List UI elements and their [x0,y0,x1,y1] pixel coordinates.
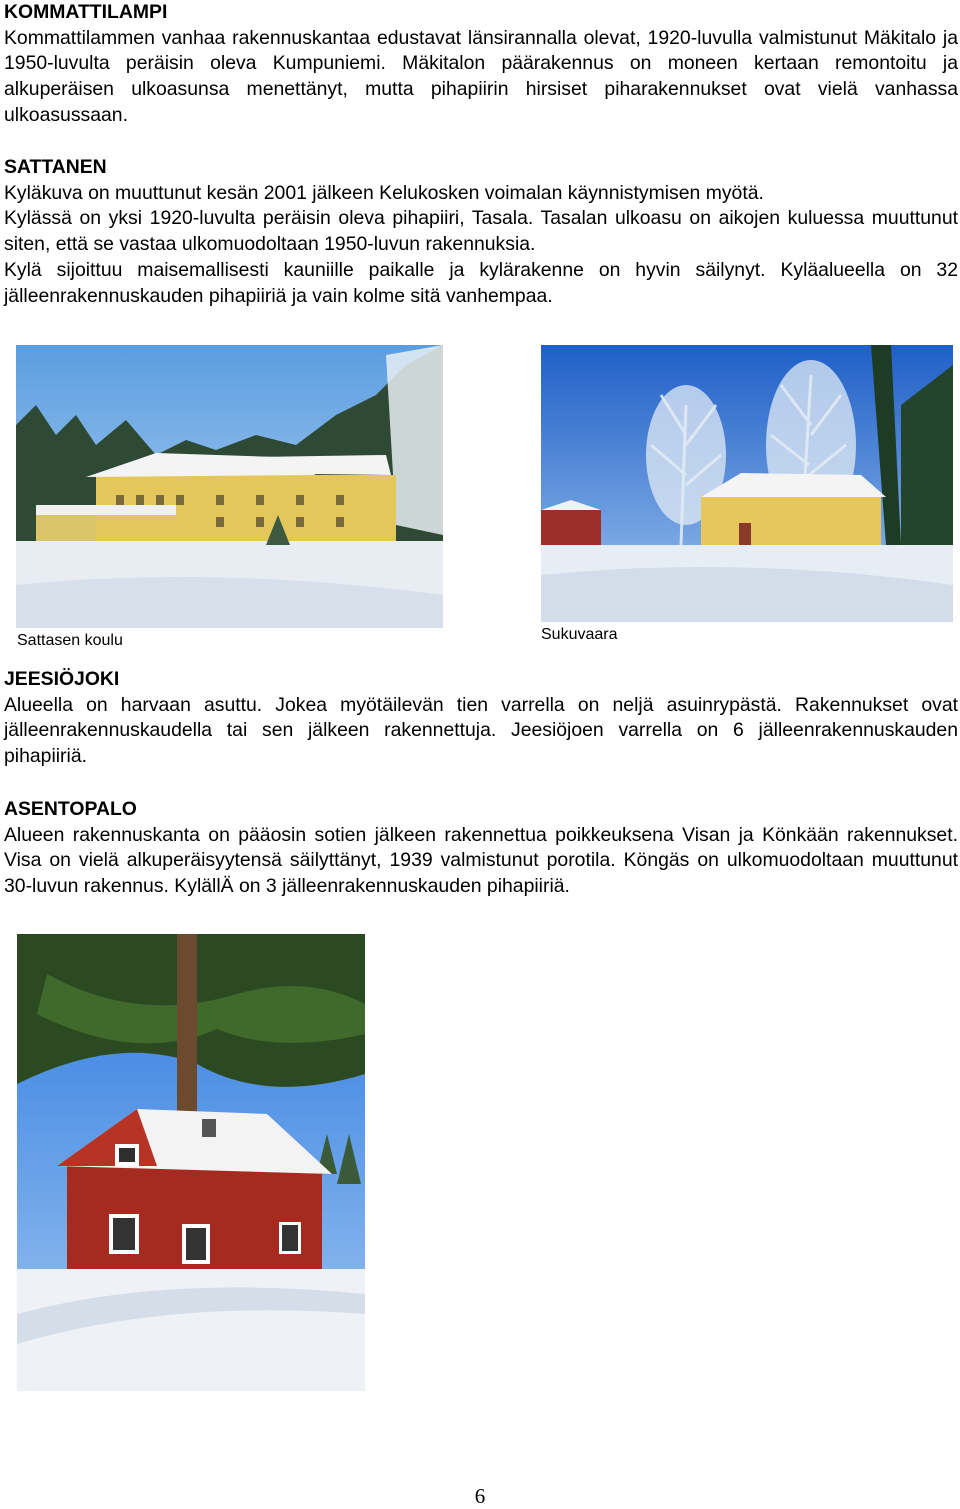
section-paragraph: Kylä sijoittuu maisemallisesti kauniille paikalle ja kylärakenne on hyvin säilynyt. Kyläalueella on 32 jälleenrakennuskauden pihapiiriä ja vain kolme sitä vanhempaa. [4,258,958,307]
section-paragraph: Kommattilammen vanhaa rakennuskantaa edustavat länsirannalla olevat, 1920-luvulla valmistunut Mäkitalo ja 1950-luvulta peräisin oleva Kumpuniemi. Mäkitalon päärakennus on moneen kertaan remontoitu ja alkuperäisen ulkoasunsa menettänyt, mutta pihapiirin hirsiset piharakennukset ovat vielä vanhassa ulkoasussaan. [4,26,958,126]
caption-sattasen-koulu: Sattasen koulu [17,632,123,649]
section-sattanen [4,155,958,309]
section-heading: KOMMATTILAMPI [4,1,168,23]
photo-red-house [17,934,365,1391]
photo-sattasen-koulu [16,345,443,628]
photo-sukuvaara [541,345,953,622]
section-heading: SATTANEN [4,156,107,178]
page-number: 6 [474,1484,486,1508]
section-paragraph: Alueella on harvaan asuttu. Jokea myötäilevän tien varrella on neljä asuinrypästä. Rakennukset ovat jälleenrakennuskaudella tai sen jälkeen rakennettuja. Jeesiöjoen varrella on 6 jälleenrakennuskauden pihapiiriä. [4,693,958,768]
section-kommattilampi [4,0,958,129]
section-jeesiojoki [4,667,958,770]
section-paragraph: Kylässä on yksi 1920-luvulta peräisin oleva pihapiiri, Tasala. Tasalan ulkoasu on aikojen kuluessa muuttunut siten, että se vastaa ulkomuodoltaan 1950-luvun rakennuksia. [4,207,958,256]
section-heading: JEESIÖJOKI [4,668,120,690]
section-paragraph: Alueen rakennuskanta on pääosin sotien jälkeen rakennettua poikkeuksena Visan ja Könkään rakennukset. Visa on vielä alkuperäisyytensä säilyttänyt, 1939 valmistunut porotila. Köngäs on ulkomuodoltaan muuttunut 30-luvun rakennus. KylällÄ on 3 jälleenrakennuskauden pihapiiriä. [4,823,958,898]
section-heading: ASENTOPALO [4,798,137,820]
caption-sukuvaara: Sukuvaara [541,626,618,643]
section-asentopalo [4,797,958,900]
section-paragraph: Kyläkuva on muuttunut kesän 2001 jälkeen Kelukosken voimalan käynnistymisen myötä. [4,181,764,204]
